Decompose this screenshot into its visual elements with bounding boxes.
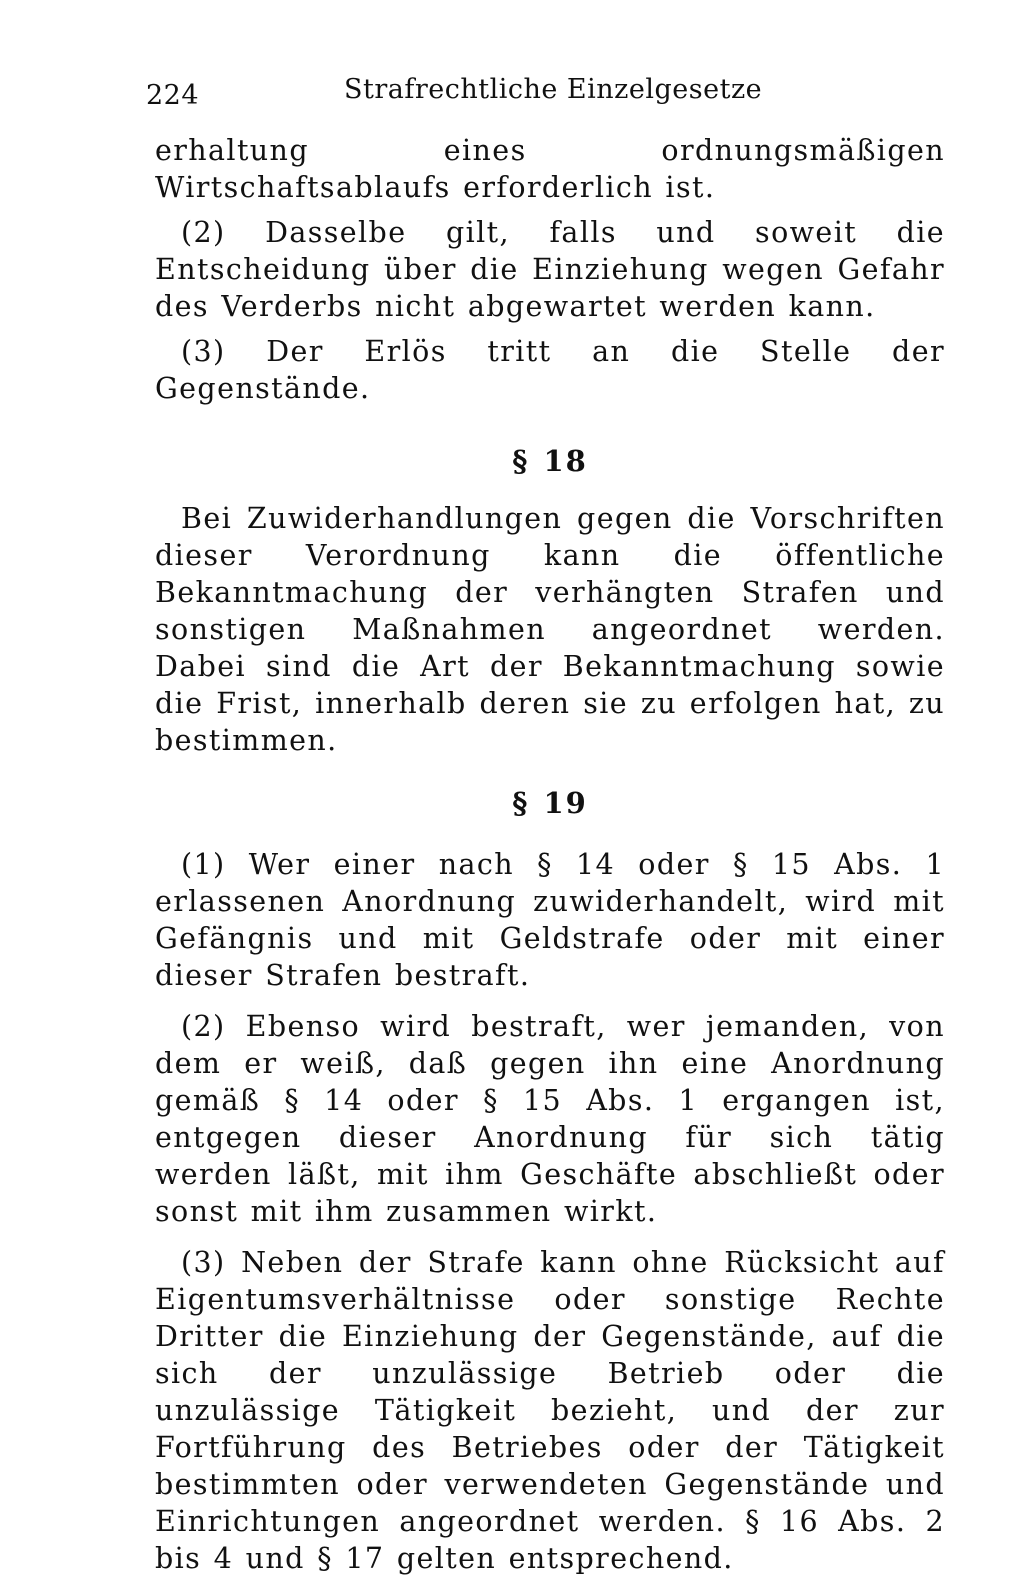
paragraph-3: (3) Der Erlös tritt an die Stelle der Gegenstände. bbox=[155, 335, 945, 405]
paragraph-2: (2) Dasselbe gilt, falls und soweit die Entscheidung über die Einziehung wegen Gefahr des Verderbs nicht abgewartet werden kann. bbox=[155, 216, 945, 323]
section-heading-18: § 18 bbox=[512, 444, 588, 478]
continuation-paragraph: erhaltung eines ordnungsmäßigen Wirtschaftsablaufs erforderlich ist. bbox=[155, 134, 945, 204]
running-title: Strafrechtliche Einzelgesetze bbox=[344, 74, 763, 105]
section-18-text: Bei Zuwiderhandlungen gegen die Vorschriften dieser Verordnung kann die öffentliche Bekanntmachung der verhängten Strafen und sonstigen Maßnahmen angeordnet werden. Dabei sind die Art der Bekanntmachung sowie die Frist, innerhalb deren sie zu erfolgen hat, zu bestimmen. bbox=[155, 502, 945, 757]
page-number: 224 bbox=[146, 80, 200, 111]
section-19-paragraph-3: (3) Neben der Strafe kann ohne Rücksicht auf Eigentumsverhältnisse oder sonstige Rechte Dritter die Einziehung der Gegenstände, auf die sich der unzulässige Betrieb oder die unzulässige Tätigkeit bezieht, und der zur Fortführung des Betriebes oder der Tätigkeit bestimmten oder verwendeten Gegenstände und Einrichtungen angeordnet werden. § 16 Abs. 2 bis 4 und § 17 gelten entsprechend. bbox=[155, 1246, 945, 1575]
section-19-paragraph-2: (2) Ebenso wird bestraft, wer jemanden, von dem er weiß, daß gegen ihn eine Anordnung gemäß § 14 oder § 15 Abs. 1 ergangen ist, entgegen dieser Anordnung für sich tätig werden läßt, mit ihm Geschäfte abschließt oder sonst mit ihm zusammen wirkt. bbox=[155, 1010, 945, 1228]
page-header bbox=[146, 74, 946, 114]
section-heading-19: § 19 bbox=[512, 786, 588, 820]
body-text bbox=[155, 132, 945, 1585]
section-19-paragraph-1: (1) Wer einer nach § 14 oder § 15 Abs. 1 erlassenen Anordnung zuwiderhandelt, wird mit Gefängnis und mit Geldstrafe oder mit einer dieser Strafen bestraft. bbox=[155, 848, 945, 992]
